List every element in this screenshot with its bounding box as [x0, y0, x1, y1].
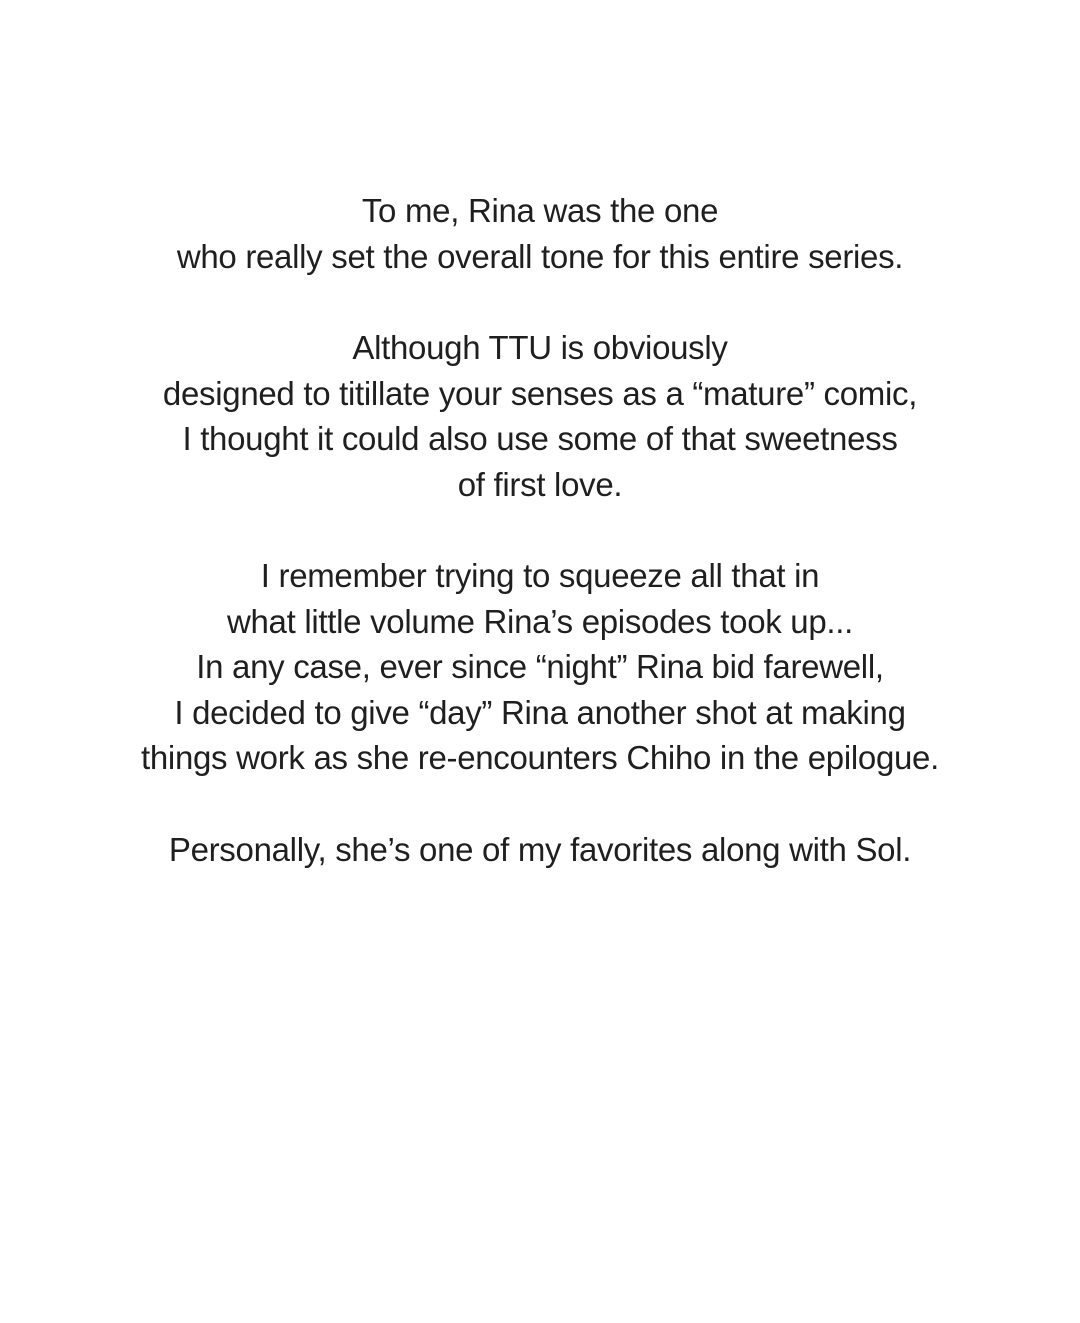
- text-line: Personally, she’s one of my favorites along with Sol.: [168, 830, 912, 868]
- text-line: of first love.: [457, 465, 623, 503]
- text-line: To me, Rina was the one: [361, 192, 719, 229]
- text-line: things work as she re-encounters Chiho in the epilogue.: [141, 739, 939, 776]
- text-line: I remember trying to squeeze all that in: [260, 557, 820, 594]
- text-line: Although TTU is obviously: [352, 329, 728, 366]
- text-line: what little volume Rina’s episodes took up...: [226, 602, 854, 640]
- text-line: I decided to give “day” Rina another shot at making: [174, 693, 906, 731]
- paragraph-1: [0, 188, 1080, 279]
- paragraph-4: [0, 827, 1080, 873]
- text-line: who really set the overall tone for this entire series.: [176, 237, 904, 275]
- text-line: I thought it could also use some of that sweetness: [182, 420, 898, 457]
- text-line: In any case, ever since “night” Rina bid farewell,: [196, 648, 884, 685]
- text-line: designed to titillate your senses as a “mature” comic,: [162, 374, 918, 412]
- paragraph-3: [0, 553, 1080, 781]
- paragraph-2: [0, 325, 1080, 507]
